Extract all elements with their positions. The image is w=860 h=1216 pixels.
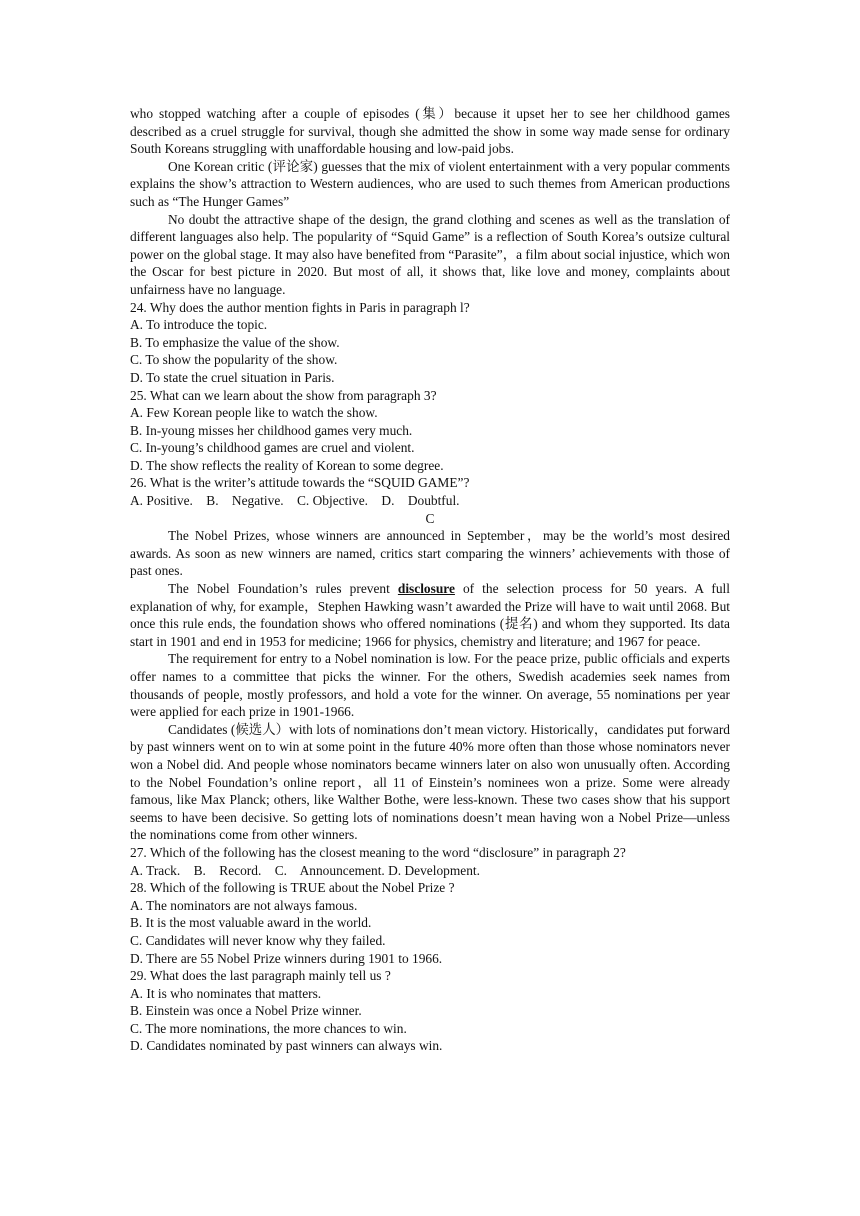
text-span: of the selection process for 50 years. A full explanation of why, for example，Stephen Hawking wasn’t awarded the Prize will have to wait until 2068. But once this rule ends, the foundation shows who offered nominations (提名) and whom they supported. Its data start in 1901 and end in 1953 for medicine; 1966 for physics, chemistry and literature; and 1967 for peace. bbox=[130, 581, 730, 649]
option: D. There are 55 Nobel Prize winners during 1901 to 1966. bbox=[130, 950, 443, 966]
keyword-disclosure: disclosure bbox=[397, 581, 455, 597]
option: B. It is the most valuable award in the world. bbox=[130, 915, 372, 931]
option: C. Candidates will never know why they failed. bbox=[130, 932, 386, 948]
option: C. The more nominations, the more chances to win. bbox=[130, 1020, 407, 1036]
passage-b-paragraph: No doubt the attractive shape of the design, the grand clothing and scenes as well as the translation of different languages also help. The popularity of “Squid Game” is a reflection of South Korea’s outsize cultural power on the global stage. It may also have benefited from “Parasite”，a film about social injustice, which won the Oscar for best picture in 2020. But most of all, it shows that, like love and money, complaints about unfairness have no language. bbox=[130, 211, 730, 297]
option: D. To state the cruel situation in Paris. bbox=[130, 369, 335, 385]
text-span: The Nobel Foundation’s rules prevent bbox=[168, 581, 398, 597]
document-page bbox=[130, 105, 730, 1055]
question-stem: 26. What is the writer’s attitude towards the “SQUID GAME”? bbox=[130, 475, 470, 491]
passage-b-paragraph: One Korean critic (评论家) guesses that the mix of violent entertainment with a very popular comments explains the show’s attraction to Western audiences, who are used to such themes from American productions such as “The Hunger Games” bbox=[130, 158, 730, 209]
passage-c-paragraph: The Nobel Prizes, whose winners are announced in September，may be the world’s most desired awards. As soon as new winners are named, critics start comparing the winners’ achievements with those of past ones. bbox=[130, 528, 730, 579]
option: A. The nominators are not always famous. bbox=[130, 897, 358, 913]
option: B. To emphasize the value of the show. bbox=[130, 334, 340, 350]
option: C. To show the popularity of the show. bbox=[130, 352, 338, 368]
options-inline: A. Positive. B. Negative. C. Objective. D. Doubtful. bbox=[130, 493, 460, 509]
question-27 bbox=[130, 844, 730, 879]
question-26 bbox=[130, 474, 730, 509]
option: C. In-young’s childhood games are cruel and violent. bbox=[130, 440, 415, 456]
passage-c-paragraph bbox=[130, 580, 730, 650]
question-stem: 29. What does the last paragraph mainly tell us ? bbox=[130, 968, 391, 984]
question-28 bbox=[130, 879, 730, 967]
question-stem: 27. Which of the following has the closest meaning to the word “disclosure” in paragraph 2? bbox=[130, 844, 626, 860]
option: A. To introduce the topic. bbox=[130, 317, 268, 333]
option: A. Few Korean people like to watch the show. bbox=[130, 405, 378, 421]
option: D. The show reflects the reality of Korean to some degree. bbox=[130, 457, 444, 473]
option: A. It is who nominates that matters. bbox=[130, 985, 322, 1001]
option: B. In-young misses her childhood games very much. bbox=[130, 422, 413, 438]
question-25 bbox=[130, 387, 730, 475]
passage-b-paragraph: who stopped watching after a couple of episodes (集）because it upset her to see her childhood games described as a cruel struggle for survival, though she admitted the show in some way made sense for ordinary South Koreans struggling with unaffordable housing and low-paid jobs. bbox=[130, 106, 730, 157]
question-stem: 28. Which of the following is TRUE about the Nobel Prize ? bbox=[130, 880, 455, 896]
option: B. Einstein was once a Nobel Prize winner. bbox=[130, 1003, 362, 1019]
question-stem: 24. Why does the author mention fights in Paris in paragraph l? bbox=[130, 299, 470, 315]
question-stem: 25. What can we learn about the show from paragraph 3? bbox=[130, 387, 437, 403]
passage-c-paragraph: Candidates (候选人）with lots of nominations don’t mean victory. Historically，candidates put forward by past winners went on to win at some point in the future 40% more often than those whose nominators never won a Nobel did. And people whose nominators became winners later on also won unusually often. According to the Nobel Foundation’s online report，all 11 of Einstein’s nominees won a prize. Some were already famous, like Max Planck; others, like Walther Bothe, were less-known. These two cases show that his support seems to have been decisive. So getting lots of nominations doesn’t mean having won a Nobel Prize—unless the nominations come from other winners. bbox=[130, 721, 730, 843]
question-29 bbox=[130, 967, 730, 1055]
option: D. Candidates nominated by past winners can always win. bbox=[130, 1038, 443, 1054]
passage-c-paragraph: The requirement for entry to a Nobel nomination is low. For the peace prize, public officials and experts offer names to a committee that picks the winner. For the others, Swedish academies seek names from thousands of people, mostly professors, and hold a vote for the winner. On average, 55 nominations per year were applied for each prize in 1901-1966. bbox=[130, 651, 730, 720]
question-24 bbox=[130, 299, 730, 387]
section-heading: C bbox=[425, 510, 435, 526]
options-inline: A. Track. B. Record. C. Announcement. D. Development. bbox=[130, 862, 480, 878]
